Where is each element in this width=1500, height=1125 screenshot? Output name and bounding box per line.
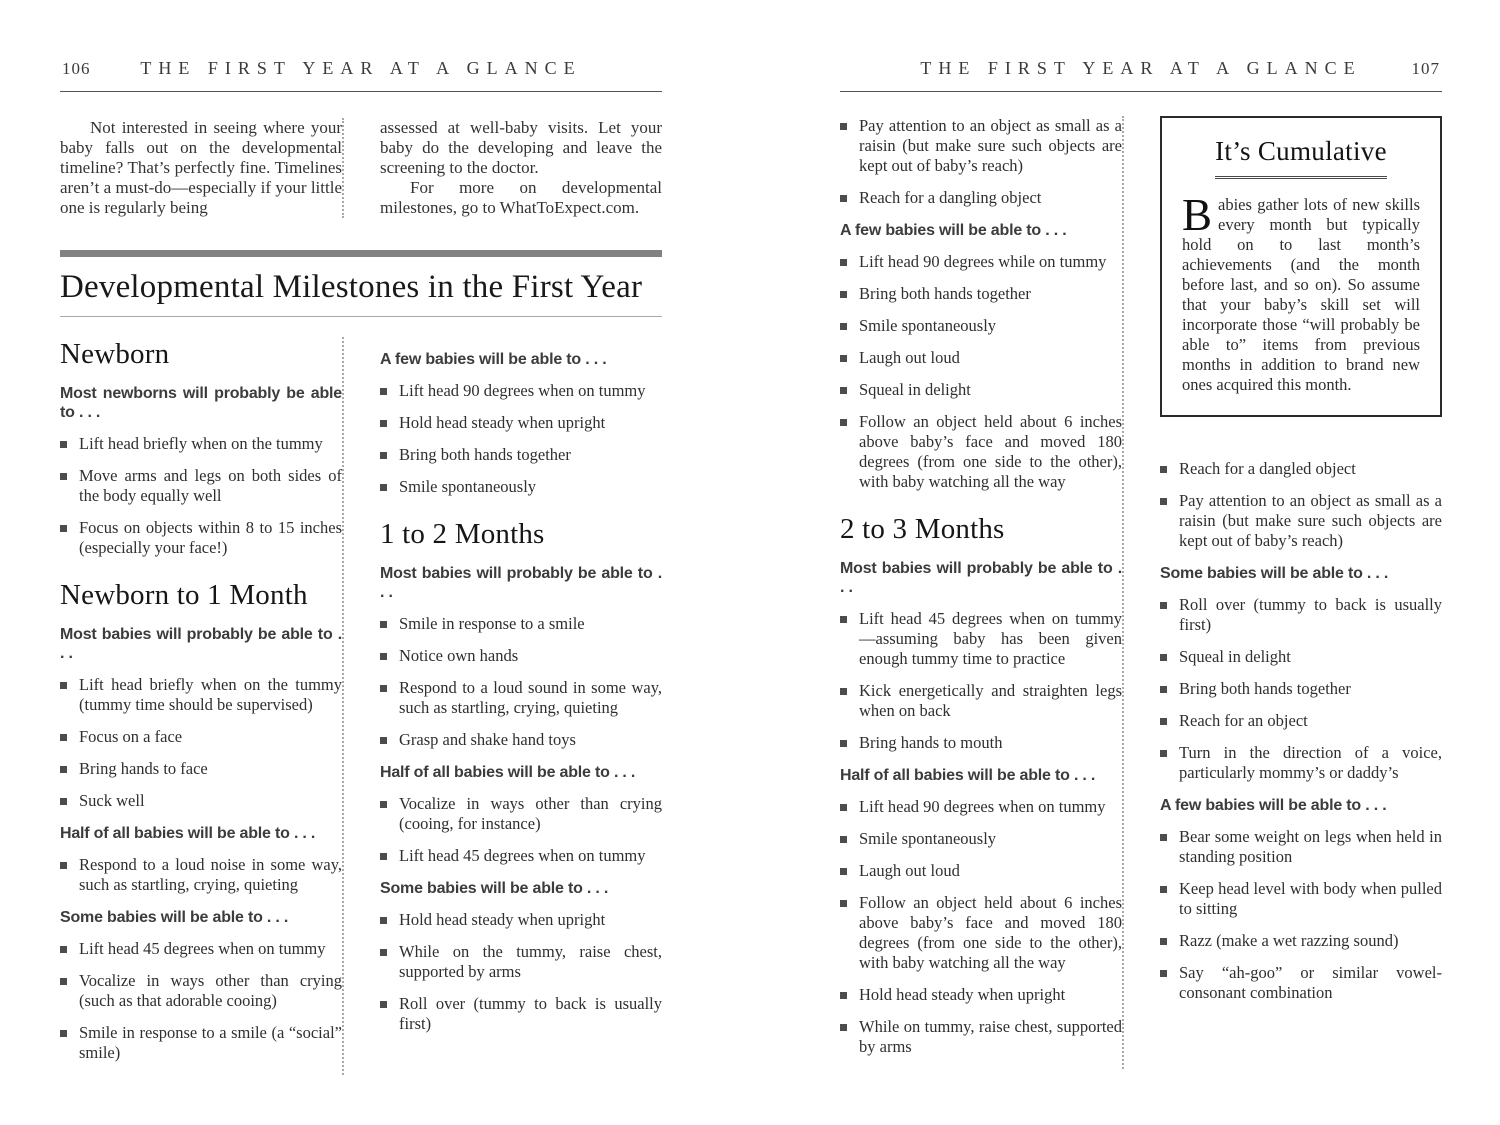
milestone-item [60, 727, 342, 747]
bullet-square-icon [60, 1030, 67, 1037]
milestone-text: Follow an object held about 6 inches above baby’s face and moved 180 degrees (from one side to the other), with baby watching all the way [859, 412, 1122, 491]
page-number: 106 [62, 59, 91, 78]
milestone-text: Bring both hands together [399, 445, 571, 464]
page-number: 107 [1411, 59, 1440, 78]
milestone-item [840, 116, 1122, 176]
header-rule [840, 91, 1442, 92]
milestone-item [380, 942, 662, 982]
milestone-text: Move arms and legs on both sides of the body equally well [79, 465, 342, 505]
ability-level-subhead: Some babies will be able to . . . [1160, 565, 1389, 582]
bullet-square-icon [380, 949, 387, 956]
milestone-text: Pay attention to an object as small as a raisin (but make sure such objects are kept out of baby’s reach) [1179, 491, 1442, 550]
bullet-square-icon [60, 441, 67, 448]
milestone-text: Roll over (tummy to back is usually first) [1179, 595, 1442, 634]
milestone-item [380, 678, 662, 718]
milestone-column [840, 116, 1122, 1069]
bullet-square-icon [380, 452, 387, 459]
running-head: THE FIRST YEAR AT A GLANCE [920, 58, 1362, 78]
milestone-item [840, 829, 1122, 849]
milestones-columns-right-page [840, 116, 1442, 1069]
milestone-text: Focus on objects within 8 to 15 inches (especially your face!) [79, 517, 342, 557]
bullet-square-icon [840, 323, 847, 330]
milestone-item [840, 861, 1122, 881]
intro-section [60, 118, 662, 218]
bullet-square-icon [60, 734, 67, 741]
bullet-square-icon [380, 737, 387, 744]
ability-level-subhead: Some babies will be able to . . . [60, 908, 289, 926]
milestone-text: Bring both hands together [1179, 679, 1351, 698]
intro-paragraph: assessed at well-baby visits. Let your baby do the developing and leave the screening to the doctor. [380, 118, 662, 177]
bullet-square-icon [1160, 718, 1167, 725]
milestone-text: Bring hands to face [79, 758, 208, 778]
bullet-square-icon [1160, 938, 1167, 945]
intro-column-2 [342, 118, 662, 218]
milestone-item [1160, 827, 1442, 867]
bullet-square-icon [380, 388, 387, 395]
milestone-item [840, 1017, 1122, 1057]
milestone-text: Notice own hands [399, 645, 519, 665]
milestone-item [380, 730, 662, 750]
milestone-text: Hold head steady when upright [399, 909, 606, 929]
running-head: THE FIRST YEAR AT A GLANCE [140, 58, 582, 78]
milestone-text: Smile in response to a smile [399, 613, 585, 633]
milestone-text: Hold head steady when upright [399, 413, 606, 432]
ability-level-subhead: Most babies will probably be able to . . . [840, 559, 1122, 596]
bullet-square-icon [60, 682, 67, 689]
bullet-square-icon [60, 978, 67, 985]
milestone-text: Reach for a dangled object [1179, 459, 1356, 478]
milestone-text: Vocalize in ways other than crying (cooing, for instance) [399, 793, 662, 833]
bullet-square-icon [380, 917, 387, 924]
milestone-item [1160, 647, 1442, 667]
page-header-left [60, 58, 662, 82]
milestone-item [1160, 595, 1442, 635]
milestone-text: Lift head 45 degrees when on tummy—assuming baby has been given enough tummy time to practice [859, 608, 1122, 668]
milestone-column [342, 337, 662, 1075]
page-header-right [840, 58, 1442, 82]
bullet-square-icon [1160, 498, 1167, 505]
milestone-text: Keep head level with body when pulled to sitting [1179, 879, 1442, 918]
milestone-text: While on the tummy, raise chest, supported by arms [399, 941, 662, 981]
milestone-text: Reach for a dangling object [859, 188, 1042, 207]
milestone-item [380, 646, 662, 666]
milestone-item [380, 614, 662, 634]
milestone-item [840, 316, 1122, 336]
milestone-text: Hold head steady when upright [859, 984, 1066, 1004]
milestone-item [840, 412, 1122, 492]
milestone-text: Grasp and shake hand toys [399, 729, 576, 749]
milestone-text: Squeal in delight [859, 380, 971, 399]
milestone-text: Lift head 90 degrees when on tummy [859, 796, 1106, 816]
milestone-item [840, 609, 1122, 669]
milestone-text: Vocalize in ways other than crying (such as that adorable cooing) [79, 970, 342, 1010]
bullet-square-icon [1160, 466, 1167, 473]
milestone-text: Smile spontaneously [399, 477, 537, 496]
milestone-text: Bring hands to mouth [859, 732, 1003, 752]
ability-level-subhead: Some babies will be able to . . . [380, 879, 609, 897]
bullet-square-icon [840, 900, 847, 907]
milestone-item [60, 759, 342, 779]
bullet-square-icon [840, 836, 847, 843]
milestone-item [840, 380, 1122, 400]
milestone-column [60, 337, 342, 1075]
milestone-item [380, 477, 662, 497]
ability-level-subhead: Half of all babies will be able to . . . [60, 824, 316, 842]
milestone-text: Pay attention to an object as small as a raisin (but make sure such objects are kept out of baby’s reach) [859, 116, 1122, 175]
bullet-square-icon [380, 484, 387, 491]
bullet-square-icon [1160, 602, 1167, 609]
milestone-text: Laugh out loud [859, 348, 960, 367]
bullet-square-icon [1160, 750, 1167, 757]
milestone-text: Turn in the direction of a voice, particularly mommy’s or daddy’s [1179, 743, 1442, 782]
box-title: It’s Cumulative [1215, 136, 1387, 166]
bullet-square-icon [380, 801, 387, 808]
milestone-text: Lift head 45 degrees when on tummy [79, 938, 326, 958]
milestone-item [840, 985, 1122, 1005]
milestone-text: Lift head 45 degrees when on tummy [399, 845, 646, 865]
milestone-item [840, 284, 1122, 304]
milestone-text: Bear some weight on legs when held in standing position [1179, 827, 1442, 866]
bullet-square-icon [840, 688, 847, 695]
milestone-list [1160, 459, 1442, 1003]
milestone-item [840, 733, 1122, 753]
milestone-item [60, 791, 342, 811]
bullet-square-icon [1160, 654, 1167, 661]
milestone-item [380, 413, 662, 433]
milestone-item [1160, 931, 1442, 951]
ability-level-subhead: Most babies will probably be able to . . . [60, 625, 342, 662]
milestone-item [60, 971, 342, 1011]
bullet-square-icon [840, 992, 847, 999]
milestone-item [840, 681, 1122, 721]
page-right [840, 58, 1442, 1085]
milestone-text: Follow an object held about 6 inches above baby’s face and moved 180 degrees (from one side to the other), with baby watching all the way [859, 892, 1122, 972]
bullet-square-icon [1160, 886, 1167, 893]
bullet-square-icon [840, 1024, 847, 1031]
ability-level-subhead: A few babies will be able to . . . [380, 351, 607, 368]
bullet-square-icon [840, 868, 847, 875]
milestone-item [60, 434, 342, 454]
milestone-text: Lift head briefly when on the tummy (tummy time should be supervised) [79, 674, 342, 714]
milestone-text: While on tummy, raise chest, supported by arms [859, 1016, 1122, 1056]
milestone-text: Respond to a loud noise in some way, such as startling, crying, quieting [79, 854, 342, 894]
milestone-item [380, 910, 662, 930]
milestone-text: Focus on a face [79, 726, 183, 746]
milestone-column [1122, 116, 1442, 1069]
ability-level-subhead: Most babies will probably be able to . . . [380, 564, 662, 601]
age-section-heading: 2 to 3 Months [840, 513, 1005, 545]
milestone-text: Say “ah-goo” or similar vowel-consonant combination [1179, 963, 1442, 1002]
bullet-square-icon [840, 195, 847, 202]
milestone-item [380, 994, 662, 1034]
milestone-item [380, 846, 662, 866]
milestone-item [840, 348, 1122, 368]
milestone-text: Roll over (tummy to back is usually first) [399, 993, 662, 1033]
milestone-item [60, 1023, 342, 1063]
milestone-item [380, 445, 662, 465]
milestone-item [1160, 491, 1442, 551]
bullet-square-icon [840, 355, 847, 362]
section-title: Developmental Milestones in the First Year [60, 269, 643, 305]
bullet-square-icon [380, 853, 387, 860]
bullet-square-icon [60, 862, 67, 869]
section-title-bar [60, 250, 662, 257]
section-title-rule [60, 316, 662, 317]
drop-cap: B [1182, 190, 1213, 240]
milestone-item [60, 675, 342, 715]
bullet-square-icon [1160, 686, 1167, 693]
milestone-item [1160, 963, 1442, 1003]
milestone-text: Respond to a loud sound in some way, such as startling, crying, quieting [399, 677, 662, 717]
milestone-item [1160, 459, 1442, 479]
intro-column-1 [60, 118, 342, 218]
milestone-item [60, 855, 342, 895]
milestone-text: Laugh out loud [859, 860, 960, 880]
milestone-item [1160, 879, 1442, 919]
bullet-square-icon [840, 419, 847, 426]
milestone-text: Bring both hands together [859, 284, 1031, 303]
intro-paragraph: For more on developmental milestones, go to WhatToExpect.com. [380, 178, 662, 217]
milestone-text: Razz (make a wet razzing sound) [1179, 931, 1399, 950]
box-title-double-rule [1215, 176, 1386, 179]
bullet-square-icon [380, 420, 387, 427]
bullet-square-icon [840, 387, 847, 394]
ability-level-subhead: Half of all babies will be able to . . . [840, 766, 1096, 784]
header-rule [60, 91, 662, 92]
milestone-text: Smile spontaneously [859, 828, 997, 848]
bullet-square-icon [60, 946, 67, 953]
milestone-text: Lift head 90 degrees while on tummy [859, 252, 1107, 271]
bullet-square-icon [840, 291, 847, 298]
milestone-item [840, 188, 1122, 208]
milestone-item [60, 518, 342, 558]
milestone-text: Kick energetically and straighten legs when on back [859, 680, 1122, 720]
bullet-square-icon [60, 473, 67, 480]
box-body: Babies gather lots of new skills every month but typically hold on to last month’s achievements (and the month before last, and so on). So assume that your baby’s skill set will incorporate those “will probably be able to” items from previous months in addition to brand new ones acquired this month. [1182, 190, 1420, 394]
milestone-item [1160, 743, 1442, 783]
intro-paragraph: Not interested in seeing where your baby falls out on the developmental timeline? That’s perfectly fine. Timelines aren’t a must-do—especially if your little one is regularly being [60, 118, 342, 217]
milestone-item [1160, 711, 1442, 731]
bullet-square-icon [840, 259, 847, 266]
age-section-heading: Newborn [60, 338, 170, 370]
page-left [60, 58, 662, 1085]
age-section-heading: 1 to 2 Months [380, 518, 545, 550]
milestone-item [60, 939, 342, 959]
bullet-square-icon [840, 804, 847, 811]
bullet-square-icon [840, 123, 847, 130]
milestone-item [1160, 679, 1442, 699]
bullet-square-icon [60, 525, 67, 532]
ability-level-subhead: Most newborns will probably be able to . . . [60, 384, 342, 421]
bullet-square-icon [840, 740, 847, 747]
bullet-square-icon [1160, 834, 1167, 841]
milestone-text: Lift head 90 degrees when on tummy [399, 381, 646, 400]
bullet-square-icon [380, 621, 387, 628]
age-section-heading: Newborn to 1 Month [60, 578, 308, 611]
ability-level-subhead: Half of all babies will be able to . . . [380, 763, 636, 781]
milestone-item [840, 893, 1122, 973]
its-cumulative-box [1160, 116, 1442, 417]
milestone-text: Reach for an object [1179, 711, 1308, 730]
milestone-text: Lift head briefly when on the tummy [79, 433, 323, 453]
bullet-square-icon [60, 798, 67, 805]
milestone-item [60, 466, 342, 506]
milestone-text: Suck well [79, 790, 145, 810]
bullet-square-icon [380, 1001, 387, 1008]
milestone-item [380, 381, 662, 401]
bullet-square-icon [60, 766, 67, 773]
ability-level-subhead: A few babies will be able to . . . [840, 222, 1067, 239]
milestones-columns-left-page [60, 337, 662, 1075]
bullet-square-icon [840, 616, 847, 623]
milestone-text: Smile spontaneously [859, 316, 997, 335]
milestone-item [380, 794, 662, 834]
ability-level-subhead: A few babies will be able to . . . [1160, 797, 1387, 814]
milestone-text: Squeal in delight [1179, 647, 1291, 666]
milestone-text: Smile in response to a smile (a “social” smile) [79, 1022, 342, 1062]
bullet-square-icon [380, 685, 387, 692]
milestone-item [840, 797, 1122, 817]
bullet-square-icon [1160, 970, 1167, 977]
milestone-item [840, 252, 1122, 272]
bullet-square-icon [380, 653, 387, 660]
